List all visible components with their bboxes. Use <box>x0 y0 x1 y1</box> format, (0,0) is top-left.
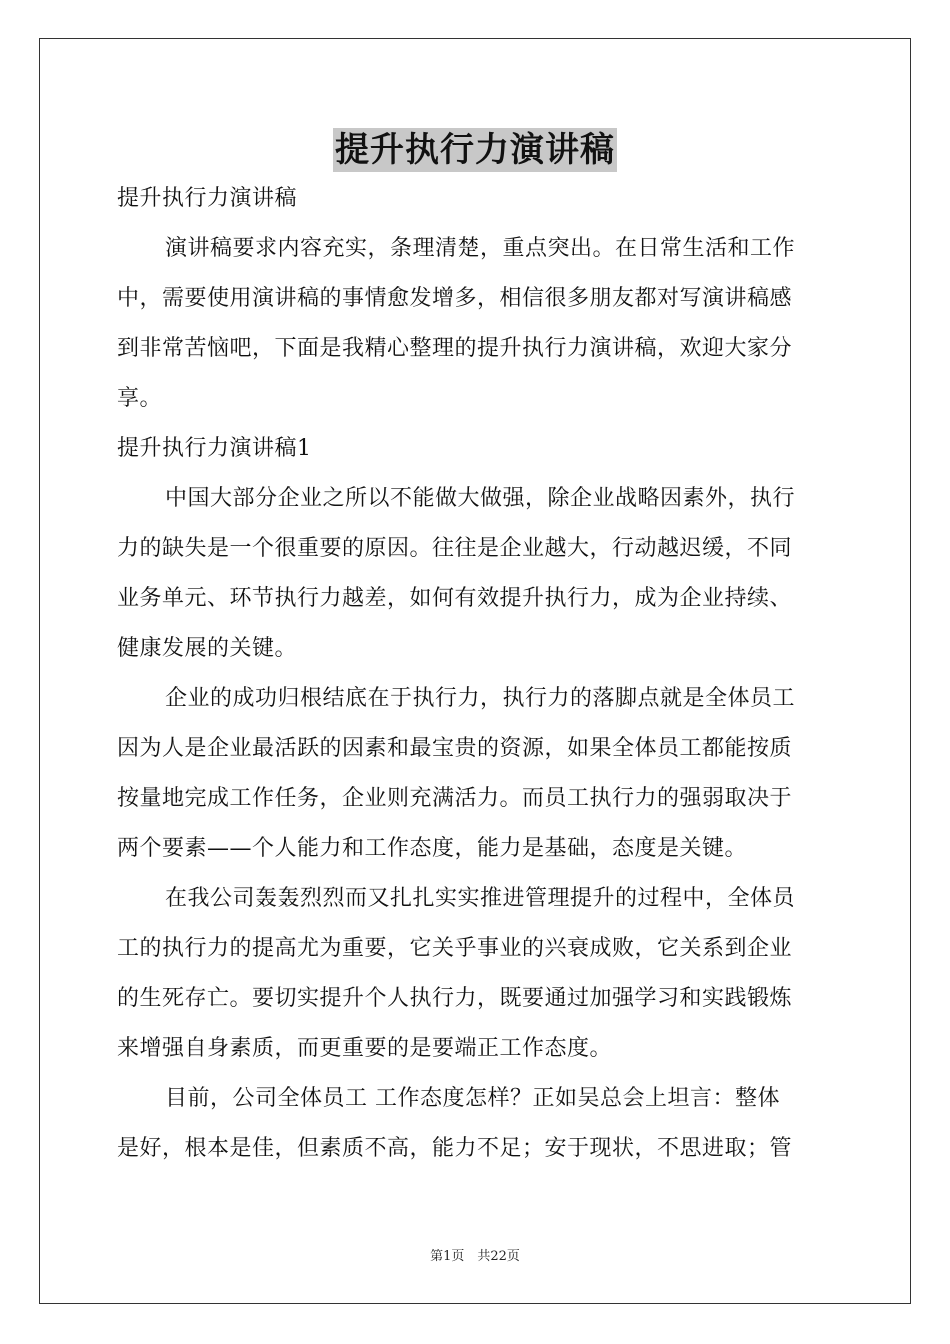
text-line: 演讲稿要求内容充实，条理清楚，重点突出。在日常生活和工作 <box>165 236 796 261</box>
text-line: 业务单元、环节执行力越差，如何有效提升执行力，成为企业持续、 <box>117 586 793 611</box>
subtitle-line: 提升执行力演讲稿 <box>117 186 298 211</box>
text-line: 到非常苦恼吧，下面是我精心整理的提升执行力演讲稿，欢迎大家分 <box>117 336 793 361</box>
document-title-wrapper <box>0 128 950 178</box>
text-line: 健康发展的关键。 <box>117 636 298 661</box>
text-line: 是好，根本是佳，但素质不高，能力不足；安于现状，不思进取；管 <box>117 1136 793 1161</box>
text-line: 企业的成功归根结底在于执行力，执行力的落脚点就是全体员工 <box>165 686 796 711</box>
text-line: 工的执行力的提高尤为重要，它关乎事业的兴衰成败，它关系到企业 <box>117 936 793 961</box>
text-line: 的生死存亡。要切实提升个人执行力，既要通过加强学习和实践锻炼 <box>117 986 793 1011</box>
text-line: 按量地完成工作任务，企业则充满活力。而员工执行力的强弱取决于 <box>117 786 793 811</box>
text-line: 两个要素——个人能力和工作态度，能力是基础，态度是关键。 <box>117 836 748 861</box>
document-title: 提升执行力演讲稿 <box>335 130 615 170</box>
text-line: 力的缺失是一个很重要的原因。往往是企业越大，行动越迟缓，不同 <box>117 536 793 561</box>
text-line: 享。 <box>117 386 163 411</box>
text-line: 来增强自身素质，而更重要的是要端正工作态度。 <box>117 1036 613 1061</box>
text-line: 中国大部分企业之所以不能做大做强，除企业战略因素外，执行 <box>165 486 796 511</box>
section-heading: 提升执行力演讲稿1 <box>117 436 312 461</box>
text-line: 目前，公司全体员工 工作态度怎样？正如吴总会上坦言：整体 <box>165 1086 780 1111</box>
text-line: 在我公司轰轰烈烈而又扎扎实实推进管理提升的过程中，全体员 <box>165 886 796 911</box>
text-line: 因为人是企业最活跃的因素和最宝贵的资源，如果全体员工都能按质 <box>117 736 793 761</box>
text-line: 中，需要使用演讲稿的事情愈发增多，相信很多朋友都对写演讲稿感 <box>117 286 793 311</box>
page-footer: 第1页 共22页 <box>430 1249 520 1264</box>
document-body <box>117 174 837 1174</box>
